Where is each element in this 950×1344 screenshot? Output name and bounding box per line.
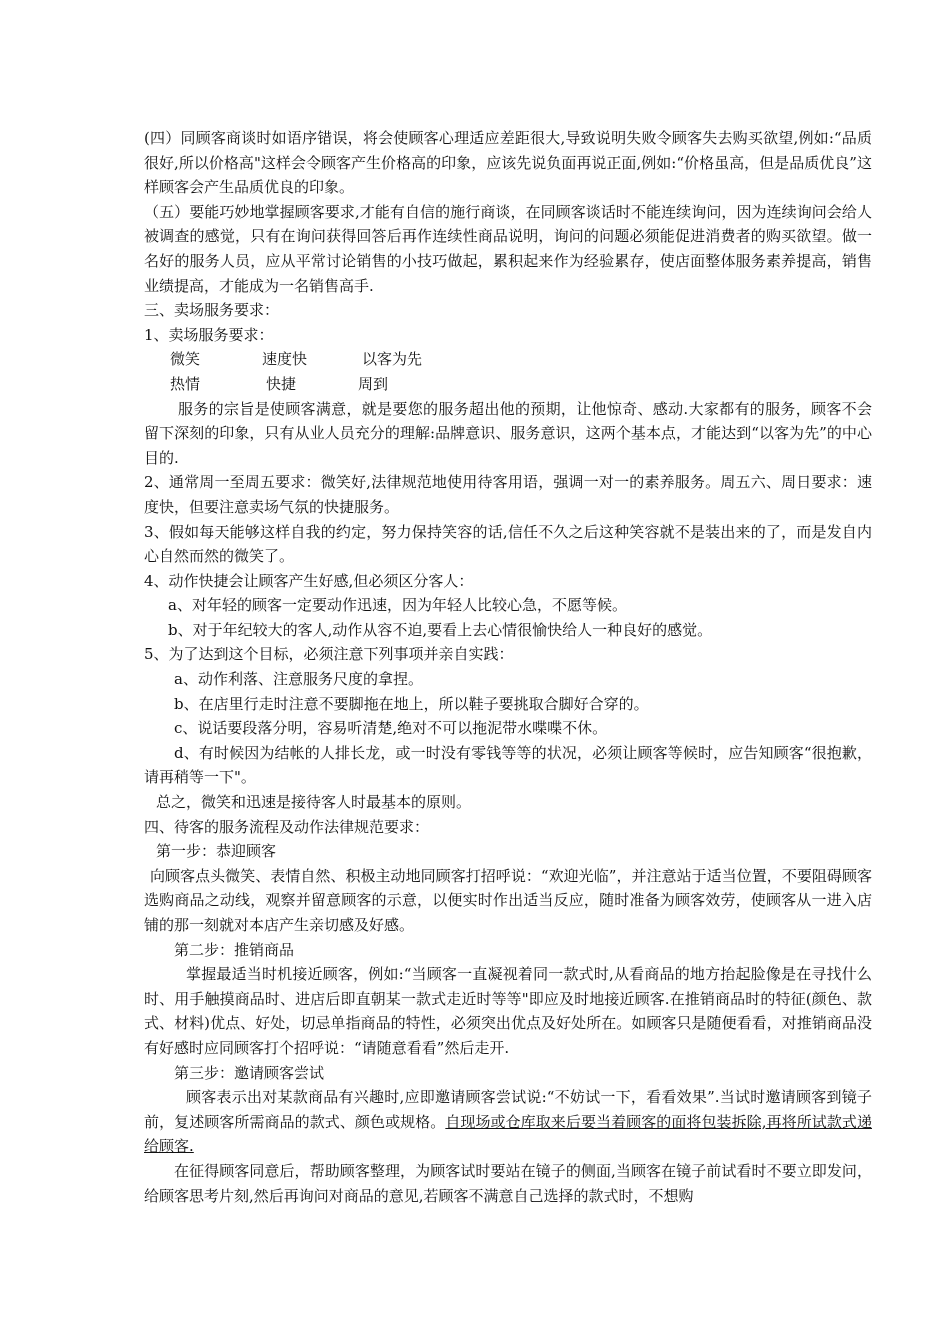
step-two-title: 第二步：推销商品 xyxy=(174,940,295,959)
requirement-row-1 xyxy=(144,347,872,372)
requirement-cell: 微笑 xyxy=(170,350,201,369)
paragraph-four: (四）同顾客商谈时如语序错误，将会使顾客心理适应差距很大,导致说明失败令顾客失去购买欲望,例如:“品质很好,所以价格高"这样会令顾客产生价格高的印象，应该先说负面再说正面,例如:“价格虽高，但是品质优良”这样顾客会产生品质优良的印象。 xyxy=(144,129,872,197)
item-four: 4、动作快捷会让顾客产生好感,但必须区分客人： xyxy=(144,571,474,590)
step-three-continued xyxy=(144,1159,872,1208)
paragraph-five: （五）要能巧妙地掌握顾客要求,才能有自信的施行商谈，在同顾客谈话时不能连续询问，因为连续询问会给人被调查的感觉，只有在询问获得回答后再作连续性商品说明，询问的问题必须能促进消费者的购买欲望。做一名好的服务人员，应从平常讨论销售的小技巧做起，累积起来作为经验累存，使店面整体服务素养提高，销售业绩提高，才能成为一名销售高手. xyxy=(144,202,872,295)
item-one-heading: 1、卖场服务要求： xyxy=(144,325,274,344)
item-four-a: a、对年轻的顾客一定要动作迅速，因为年轻人比较心急，不愿等候。 xyxy=(168,596,627,615)
section-four-heading: 四、待客的服务流程及动作法律规范要求： xyxy=(144,817,430,836)
requirement-cell: 速度快 xyxy=(262,350,308,369)
step-three-paragraph xyxy=(144,1085,872,1159)
item-five-a: a、动作利落、注意服务尺度的拿捏。 xyxy=(174,670,423,689)
item-three: 3、假如每天能够这样自我的约定，努力保持笑容的话,信任不久之后这种笑容就不是装出来的了，而是发自内心自然而然的微笑了。 xyxy=(144,522,872,566)
step-three-text-underlined: 自现场或仓库取来后要当着顾客的面将包装拆除,再将所试款式递给顾客. xyxy=(144,1112,872,1156)
step-two-text: 掌握最适当时机接近顾客，例如:“当顾客一直凝视着同一款式时,从看商品的地方抬起脸像是在寻找什么时、用手触摸商品时、进店后即直朝某一款式走近时等等"即应及时地接近顾客.在推销商品时的特征(颜色、款式、材料)优点、好处，切忌单指商品的特性，必须突出优点及好处所在。如顾客只是随便看看，对推销商品没有好感时应同顾客打个招呼说：“请随意看看”然后走开. xyxy=(144,965,872,1057)
item-two: 2、通常周一至周五要求：微笑好,法律规范地使用待客用语，强调一对一的素养服务。周五六、周日要求：速度快，但要注意卖场气氛的快捷服务。 xyxy=(144,473,872,516)
step-one-text: 向顾客点头微笑、表情自然、积极主动地同顾客打招呼说：“欢迎光临”，并注意站于适当位置，不要阻碍顾客选购商品之动线，观察并留意顾客的示意，以便实时作出适当反应，随时准备为顾客效劳，使顾客从一进入店铺的那一刻就对本店产生亲切感及好感。 xyxy=(144,866,872,934)
step-three-title: 第三步：邀请顾客尝试 xyxy=(174,1063,325,1082)
step-one-title: 第一步：恭迎顾客 xyxy=(156,842,277,861)
requirement-cell: 以客为先 xyxy=(362,350,423,369)
step-two-paragraph xyxy=(144,962,872,1060)
requirement-cell: 快捷 xyxy=(266,374,297,393)
step-three-text-a: 顾客表示出对某款商品有兴趣时,应即邀请顾客尝试说:“不妨试一下，看看效果”.当试时邀请顾客到镜子前，复述顾客所需商品的款式、颜色或规格。 xyxy=(144,1088,872,1131)
item-five-b: b、在店里行走时注意不要脚拖在地上，所以鞋子要挑取合脚好合穿的。 xyxy=(174,694,649,713)
summary: 总之，微笑和迅速是接待客人时最基本的原则。 xyxy=(156,793,472,812)
item-five: 5、为了达到这个目标，必须注意下列事项并亲自实践： xyxy=(144,645,514,664)
item-five-d-text: d、有时候因为结帐的人排长龙，或一时没有零钱等等的状况，必须让顾客等候时，应告知顾客“很抱歉，请再稍等一下"。 xyxy=(144,743,872,787)
item-five-d xyxy=(144,741,872,790)
requirement-row-2 xyxy=(144,372,872,397)
step-one-paragraph xyxy=(144,864,872,938)
service-purpose-paragraph xyxy=(144,397,872,471)
service-purpose-text: 服务的宗旨是使顾客满意，就是要您的服务超出他的预期，让他惊奇、感动.大家都有的服务，顾客不会留下深刻的印象，只有从业人员充分的理解:品牌意识、服务意识，这两个基本点，才能达到“以客为先”的中心目的. xyxy=(144,399,872,467)
step-three-text-c: 在征得顾客同意后，帮助顾客整理，为顾客试时要站在镜子的侧面,当顾客在镜子前试看时不要立即发问，给顾客思考片刻,然后再询问对商品的意见,若顾客不满意自己选择的款式时，不想购 xyxy=(144,1161,872,1205)
section-three-heading: 三、卖场服务要求： xyxy=(144,301,280,320)
document-page xyxy=(144,126,872,1208)
requirement-cell: 热情 xyxy=(170,374,201,393)
requirement-cell: 周到 xyxy=(358,374,389,393)
item-five-c: c、说话要段落分明，容易听清楚,绝对不可以拖泥带水喋喋不休。 xyxy=(174,719,608,738)
item-four-b: b、对于年纪较大的客人,动作从容不迫,要看上去心情很愉快给人一种良好的感觉。 xyxy=(168,620,713,639)
